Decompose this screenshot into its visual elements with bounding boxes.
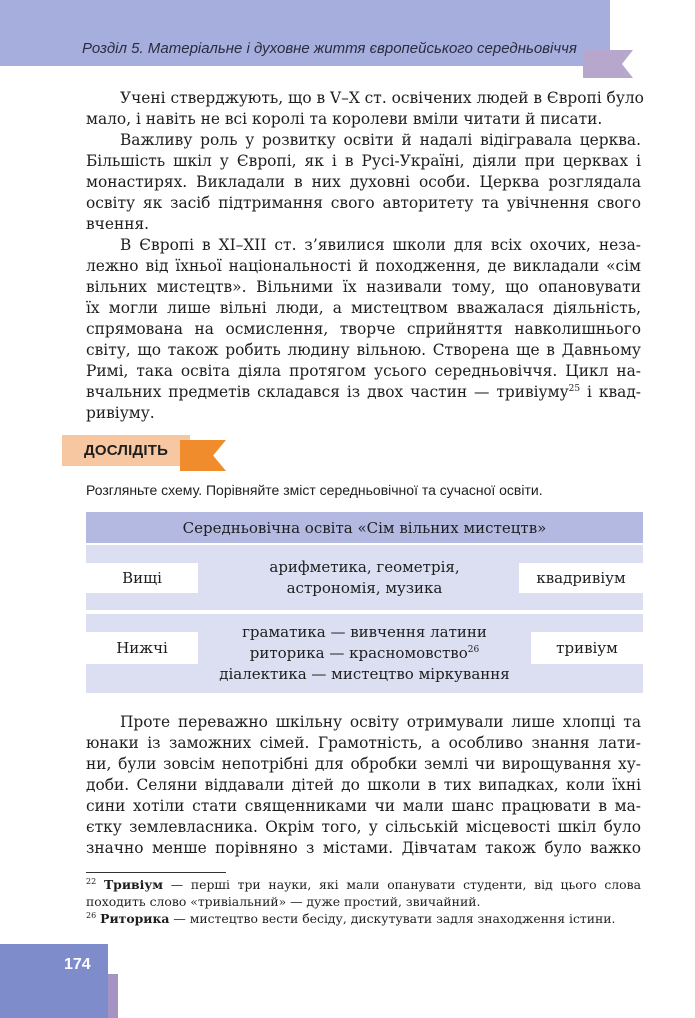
text-line: Важливу роль у розвитку освіти й надалі відігравала церква.: [120, 131, 641, 149]
scheme-title: Середньовічна освіта «Сім вільних мистецтв»: [86, 512, 643, 543]
text-line: вчення.: [86, 215, 150, 233]
footnote-divider: [86, 872, 226, 873]
scheme-row-lower: [86, 614, 643, 693]
investigate-flag-icon: [180, 440, 226, 471]
footnote-line: [86, 876, 641, 893]
text-line: ни, були зовсім непотрібні для обробки землі чи вирощування ху-: [86, 755, 641, 773]
subject-line: арифметика, геометрія,: [269, 558, 460, 576]
page-number-accent: [108, 974, 118, 1018]
text-line: єтку землевласника. Окрім того, у сільській місцевості шкіл було: [86, 818, 641, 836]
footnote-number: 22: [86, 876, 97, 886]
footnote-ref: 25: [568, 383, 581, 394]
text-line: значно менше порівняно з містами. Дівчатам також було важко: [86, 839, 641, 857]
text-segment: і квад-: [580, 383, 641, 401]
text-line: спрямована на осмислення, творче сприйняття навколишнього: [86, 320, 641, 338]
text-line: монастирях. Викладали в них духовні особи. Церква розглядала: [86, 173, 641, 191]
subject-line: астрономія, музика: [286, 579, 443, 597]
scheme-level-upper: Вищі: [86, 563, 198, 593]
paragraph-1: [86, 88, 644, 130]
text-line: Більшість шкіл у Європі, як і в Русі-Україні, діяли при церквах і: [86, 152, 641, 170]
paragraph-4: [86, 712, 641, 859]
subject-line: діалектика — мистецтво міркування: [219, 664, 510, 683]
page-number: 174: [64, 956, 91, 973]
page-number-block: [0, 944, 108, 1018]
text-line: вільних мистецтв». Вільними їх називали тому, що опановувати: [86, 278, 641, 296]
scheme-level-lower: Нижчі: [86, 632, 198, 664]
text-line: лежно від їхньої національності й походження, де викладали «сім: [86, 257, 641, 275]
text-line: В Європі в XI–XII ст. з’явилися школи для всіх охочих, неза-: [120, 236, 641, 254]
text-line: Римі, така освіта діяла протягом усього середньовіччя. Цикл на-: [86, 362, 641, 380]
text-segment: вчальних предметів складався із двох частин — тривіуму: [86, 383, 569, 401]
scheme-subjects-lower: [202, 620, 527, 686]
investigate-task: Розгляньте схему. Порівняйте зміст середньовічної та сучасної освіти.: [86, 482, 543, 498]
scheme-row-upper: [86, 545, 643, 610]
footnote: [86, 910, 641, 927]
text-line: освіту як засіб підтримання свого авторитету та увічнення свого: [86, 194, 641, 212]
chapter-title: Розділ 5. Матеріальне і духовне життя європейського середньовіччя: [82, 40, 577, 57]
subject-line: граматика — вивчення латини: [242, 622, 487, 641]
footnote-line: походить слово «тривіальний» — дуже простий, звичайний.: [86, 894, 481, 909]
footnote-number: 26: [86, 910, 97, 920]
text-line: мало, і навіть не всі королі та королеви вміли читати й писати.: [86, 110, 603, 128]
footnote-ref: 26: [467, 644, 480, 655]
text-line: їх могли лише вільні люди, а мистецтвом вважалася діяльність,: [86, 299, 641, 317]
text-line: [86, 382, 641, 403]
scheme-name-lower: тривіум: [531, 632, 643, 664]
footnotes: [86, 876, 641, 927]
footnote-text: — перші три науки, які мали опанувати студенти, від цього слова: [163, 877, 641, 892]
footnote-term: Тривіум: [103, 877, 164, 892]
header-bookmark-tab: [583, 50, 633, 78]
footnote-term: Риторика: [100, 911, 170, 926]
text-line: сини хотіли стати священниками чи мали шанс працювати в ма-: [86, 797, 641, 815]
scheme-subjects-upper: [212, 551, 517, 605]
investigate-heading: ДОСЛІДІТЬ: [84, 442, 169, 459]
text-line: ривіуму.: [86, 404, 155, 422]
subject-text: риторика — красномовство: [249, 643, 468, 662]
text-line: Учені стверджують, що в V–X ст. освічених людей в Європі було: [120, 89, 644, 107]
scheme-name-upper: квадривіум: [519, 563, 643, 593]
text-line: юнаки із заможних сімей. Грамотність, а особливо знання лати-: [86, 734, 641, 752]
paragraph-3: [86, 235, 641, 424]
footnote-line: [86, 910, 641, 927]
paragraph-2: [86, 130, 641, 235]
text-line: Проте переважно шкільну освіту отримували лише хлопці та: [120, 713, 641, 731]
subject-line: [250, 643, 480, 664]
footnote-text: — мистецтво вести бесіду, дискутувати задля знаходження істини.: [169, 911, 616, 926]
footnote: [86, 876, 641, 910]
text-line: доби. Селяни віддавали дітей до школи в тих випадках, коли їхні: [86, 776, 641, 794]
text-line: світу, що також робить людину вільною. Створена ще в Давньому: [86, 341, 641, 359]
